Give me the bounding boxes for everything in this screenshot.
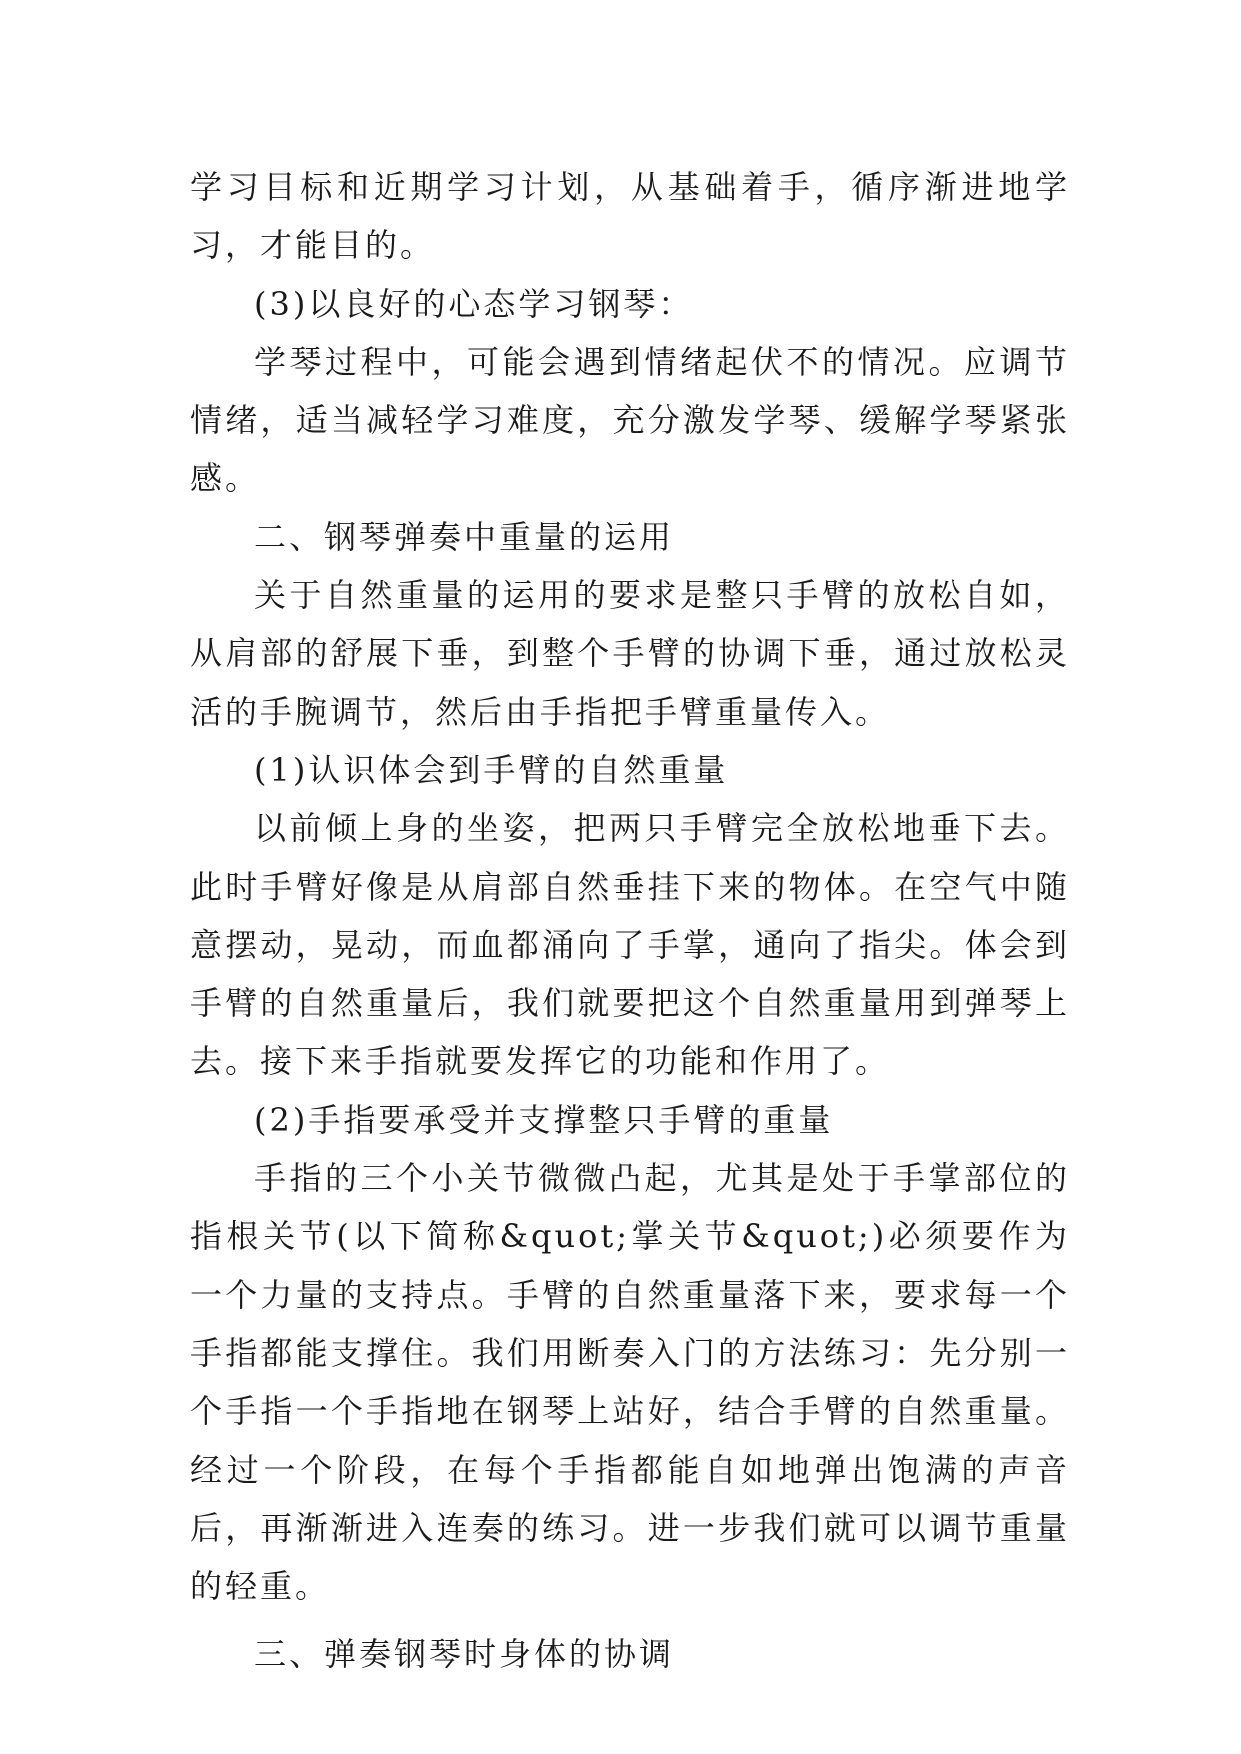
section-heading-2: 二、钢琴弹奏中重量的运用: [254, 517, 675, 556]
subheading-1: (1)认识体会到手臂的自然重量: [254, 750, 729, 789]
paragraph: 以前倾上身的坐姿，把两只手臂完全放松地垂下去。此时手臂好像是从肩部自然垂挂下来的物体。在空气中随意摆动，晃动，而血都涌向了手掌，通向了指尖。体会到手臂的自然重量后，我们就要把这个自然重量用到弹琴上去。接下来手指就要发挥它的功能和作用了。: [190, 809, 1070, 1081]
paragraph-continued: 学习目标和近期学习计划，从基础着手，循序渐进地学习，才能目的。: [190, 168, 1070, 265]
paragraph: 手指的三个小关节微微凸起，尤其是处于手掌部位的指根关节(以下简称&quot;掌关节&quot;)必须要作为一个力量的支持点。手臂的自然重量落下来，要求每一个手指都能支撑住。我们用断奏入门的方法练习：先分别一个手指一个手指地在钢琴上站好，结合手臂的自然重量。经过一个阶段，在每个手指都能自如地弹出饱满的声音后，再渐渐进入连奏的练习。进一步我们就可以调节重量的轻重。: [190, 1159, 1070, 1606]
section-heading-3: 三、弹奏钢琴时身体的协调: [254, 1635, 675, 1674]
paragraph: 关于自然重量的运用的要求是整只手臂的放松自如，从肩部的舒展下垂，到整个手臂的协调下垂，通过放松灵活的手腕调节，然后由手指把手臂重量传入。: [190, 576, 1070, 731]
subheading-2: (2)手指要承受并支撑整只手臂的重量: [254, 1100, 834, 1139]
document-page: [190, 158, 1070, 1684]
subheading-3: (3)以良好的心态学习钢琴：: [254, 284, 694, 323]
paragraph: 学琴过程中，可能会遇到情绪起伏不的情况。应调节情绪，适当减轻学习难度，充分激发学琴、缓解学琴紧张感。: [190, 342, 1070, 498]
spacer: [190, 1615, 1070, 1625]
